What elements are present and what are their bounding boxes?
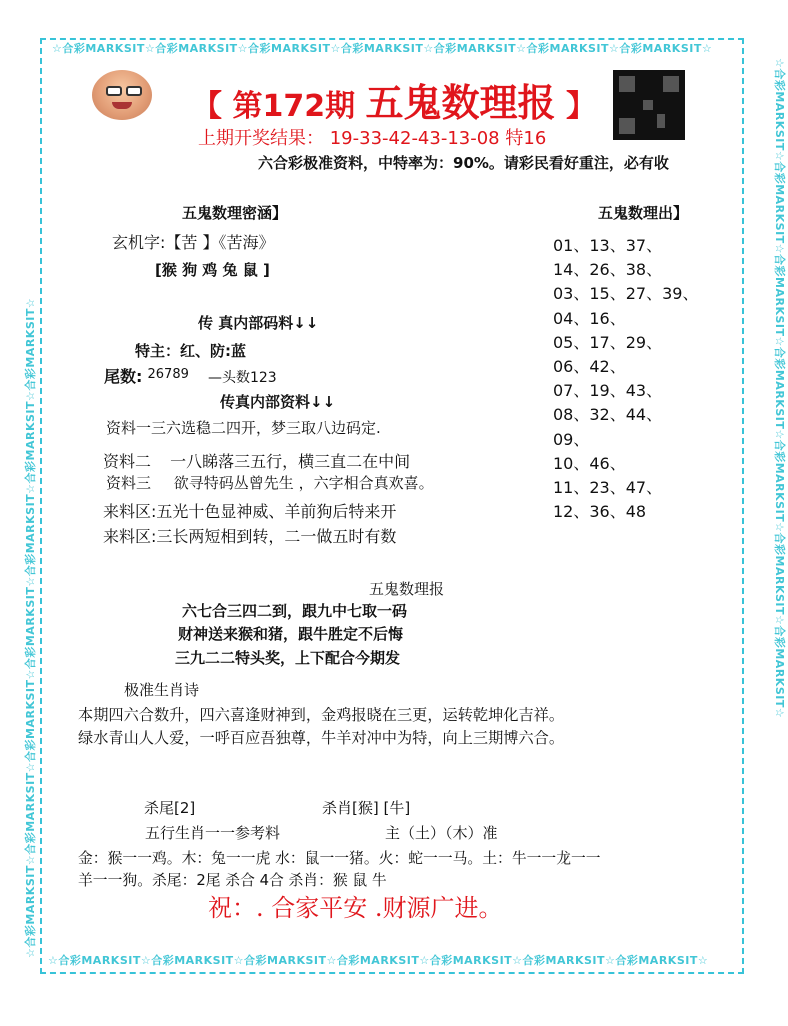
zodiac-line: [猴 狗 鸡 兔 鼠 ]	[155, 261, 270, 279]
five-elements-line: 金：猴一一鸡。木：兔一一虎 水：鼠一一猪。火：蛇一一马。土：牛一一龙一一	[78, 850, 601, 867]
material-row	[103, 449, 410, 472]
tail-label: 尾数:	[104, 367, 143, 386]
mystery-line: 玄机字:【苦 】《苦海》	[112, 233, 275, 252]
zodiac-poem-title: 极准生肖诗	[124, 681, 200, 699]
poem-line: 三九二二特头奖，上下配合今期发	[175, 649, 401, 667]
special-number: 特16	[505, 128, 547, 149]
material-text: 一八睇落三五行，横三直二在中间	[170, 452, 411, 471]
number-row: 08、32、44、	[553, 405, 663, 425]
material-text: 欲寻特码丛曾先生 ，六字相合真欢喜。	[173, 474, 434, 492]
watermark-bottom: ☆合彩MARKSIT☆合彩MARKSIT☆合彩MARKSIT☆合彩MARKSIT☆合彩MARKSIT☆合彩MARKSIT☆合彩MARKSIT☆	[48, 954, 709, 967]
five-elements-main: 主（土）（木）准	[385, 824, 498, 842]
number-row: 11、23、47、	[553, 477, 663, 497]
material-label: 资料三	[106, 474, 152, 492]
kill-tail: 杀尾[2]	[144, 799, 196, 817]
material-label: 来料区:	[103, 527, 157, 546]
fax-title-2: 传真内部资料↓↓	[220, 393, 336, 411]
watermark-left: ☆合彩MARKSIT☆合彩MARKSIT☆合彩MARKSIT☆合彩MARKSIT☆合彩MARKSIT☆合彩MARKSIT☆合彩MARKSIT☆	[24, 297, 37, 958]
page-title	[192, 72, 596, 127]
number-row: 06、42、	[553, 356, 626, 376]
watermark-top: ☆合彩MARKSIT☆合彩MARKSIT☆合彩MARKSIT☆合彩MARKSIT☆合彩MARKSIT☆合彩MARKSIT☆合彩MARKSIT☆	[52, 42, 713, 55]
material-label: 资料二	[103, 452, 152, 471]
last-draw-results	[198, 124, 546, 150]
kill-summary-line: 羊一一狗。杀尾：2尾 杀合 4合 杀肖：猴 鼠 牛	[78, 872, 387, 889]
number-row: 09、	[553, 429, 590, 449]
title-bracket-close: 】	[566, 89, 596, 124]
poem-line: 六七合三四二到，跟九中七取一码	[182, 602, 408, 620]
zodiac-poem-line: 绿水青山人人爱，一呼百应吾独尊，牛羊对冲中为特，向上三期博六合。	[78, 729, 564, 747]
numbers-list	[553, 234, 698, 524]
material-row	[106, 417, 381, 438]
poem-title: 五鬼数理报	[369, 580, 445, 598]
blessing: 祝：. 合家平安 .财源广进。	[208, 894, 503, 922]
material-text: 三六选稳二四开，梦三取八边码定.	[151, 419, 381, 437]
tail-head-line	[104, 364, 277, 387]
material-text: 五光十色显神威、羊前狗后特来开	[156, 502, 397, 521]
material-label: 来料区:	[103, 502, 157, 521]
section-title: 五鬼数理密涵】	[182, 204, 288, 222]
qr-code-icon	[613, 70, 685, 140]
number-row: 12、36、48	[553, 502, 647, 522]
material-row	[103, 524, 396, 547]
avatar	[92, 70, 152, 120]
tail-value: 26789	[147, 367, 189, 382]
slogan: 六合彩极准资料，中特率为：90%。请彩民看好重注，必有收	[258, 154, 669, 172]
material-label: 资料一	[106, 419, 152, 437]
number-row: 14、26、38、	[553, 260, 663, 280]
poem-line: 财神送来猴和猪，跟牛胜定不后悔	[178, 625, 404, 643]
number-row: 04、16、	[553, 308, 626, 328]
number-row: 10、46、	[553, 453, 626, 473]
zodiac-poem-line: 本期四六合数升，四六喜逢财神到，金鸡报晓在三更，运转乾坤化吉祥。	[78, 706, 564, 724]
last-result-numbers: 19-33-42-43-13-08	[329, 128, 500, 149]
head-label: —头数123	[207, 370, 277, 386]
main-color: 特主：红、防:蓝	[135, 342, 246, 360]
number-row: 07、19、43、	[553, 381, 663, 401]
numbers-title: 五鬼数理出】	[598, 204, 689, 222]
title-bracket-open: 【	[192, 89, 222, 124]
material-row	[103, 499, 396, 522]
material-row	[106, 472, 434, 493]
last-result-label: 上期开奖结果：	[198, 128, 324, 149]
paper-name: 五鬼数理报	[365, 80, 556, 125]
number-row: 03、15、27、39、	[553, 284, 699, 304]
kill-zodiac: 杀肖[猴] [牛]	[322, 799, 411, 817]
issue-number: 第172期	[232, 89, 356, 124]
five-elements-title: 五行生肖一一参考料	[145, 824, 281, 842]
material-text: 三长两短相到转，二一做五时有数	[156, 527, 397, 546]
fax-title: 传 真内部码料↓↓	[198, 314, 319, 332]
number-row: 05、17、29、	[553, 332, 663, 352]
number-row: 01、13、37、	[553, 236, 663, 255]
watermark-right: ☆合彩MARKSIT☆合彩MARKSIT☆合彩MARKSIT☆合彩MARKSIT☆合彩MARKSIT☆合彩MARKSIT☆合彩MARKSIT☆	[773, 58, 786, 719]
